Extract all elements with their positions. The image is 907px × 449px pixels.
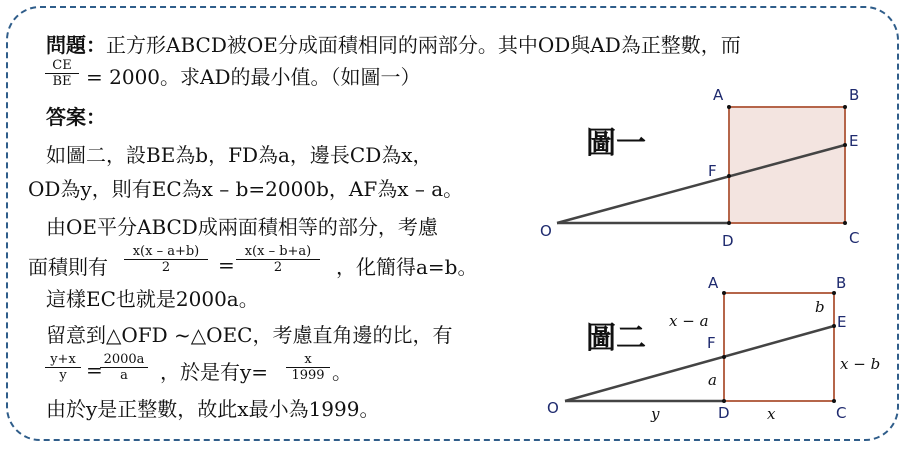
label-a-1: A (713, 86, 724, 104)
fraction-numerator: x(x – b+a) (236, 244, 320, 260)
answer-line-5: 這樣EC也就是2000a。 (46, 287, 259, 311)
fraction-denominator: 1999 (291, 368, 325, 383)
label-b-1: B (849, 86, 860, 104)
figure-1-title: 圖一 (586, 126, 646, 161)
var-b: b (815, 298, 825, 316)
point-f-1 (727, 174, 731, 178)
fraction-numerator: y+x (45, 352, 81, 368)
problem-text-1: 正方形ABCD被OE分成面積相同的兩部分。其中OD與AD為正整數，而 (106, 33, 741, 57)
fraction-numerator: CE (45, 58, 79, 74)
fraction-numerator: 2000a (100, 352, 148, 368)
fraction-denominator: a (120, 368, 128, 383)
point-b-1 (843, 105, 847, 109)
label-c-1: C (849, 229, 860, 247)
answer-heading: 答案： (46, 105, 106, 129)
segment-oe-2 (565, 326, 834, 401)
fraction-denominator: 2 (273, 260, 283, 275)
answer-line-4-prefix: 面積則有 (28, 255, 108, 279)
answer-line-4-suffix: ，化簡得a=b。 (336, 255, 478, 279)
label-o-2: O (547, 399, 559, 417)
point-a-1 (727, 105, 731, 109)
label-o-1: O (540, 222, 552, 240)
label-f-1: F (708, 162, 717, 180)
fraction-numerator: x(x – a+b) (124, 244, 208, 260)
label-f-2: F (707, 334, 716, 352)
point-d-1 (727, 221, 731, 225)
fraction-denominator: 2 (161, 260, 171, 275)
label-d-2: D (718, 404, 730, 422)
var-y: y (651, 405, 660, 423)
answer-line-7-end: 。 (332, 360, 352, 384)
point-d-2 (722, 399, 726, 403)
fraction-numerator: x (286, 352, 330, 368)
var-a: a (708, 371, 717, 389)
answer-line-8: 由於y是正整數，故此x最小為1999。 (46, 397, 380, 421)
var-x-minus-a: x − a (669, 312, 709, 330)
figure-2 (547, 274, 880, 423)
problem-text-2: = 2000。求AD的最小值。（如圖一） (86, 65, 421, 89)
answer-line-7-mid: ，於是有y= (160, 360, 269, 384)
answer-line-3: 由OE平分ABCD成兩面積相等的部分，考慮 (46, 215, 438, 239)
equals-sign-2: = (86, 358, 103, 382)
point-e-1 (843, 143, 847, 147)
point-a-2 (722, 291, 726, 295)
answer-line-2: OD為y，則有EC為x – b=2000b，AF為x – a。 (28, 177, 464, 201)
point-c-1 (843, 221, 847, 225)
point-f-2 (722, 355, 726, 359)
var-x-minus-b: x − b (840, 355, 881, 373)
label-a-2: A (708, 274, 719, 292)
answer-line-1: 如圖二，設BE為b，FD為a，邊長CD為x， (46, 143, 433, 167)
problem-heading: 問題： (46, 33, 106, 57)
square-abcd-1 (729, 107, 845, 223)
figure-1 (540, 86, 859, 250)
equals-sign: = (218, 253, 235, 277)
label-c-2: C (836, 404, 847, 422)
fraction-denominator: y (59, 368, 67, 383)
label-e-1: E (849, 132, 859, 150)
var-x: x (767, 405, 776, 423)
label-e-2: E (837, 313, 847, 331)
answer-line-6: 留意到△OFD ~△OEC，考慮直角邊的比，有 (46, 323, 453, 347)
point-c-2 (832, 399, 836, 403)
label-b-2: B (836, 274, 847, 292)
point-e-2 (832, 324, 836, 328)
label-d-1: D (722, 232, 734, 250)
figure-2-title: 圖二 (586, 321, 646, 356)
fraction-denominator: BE (52, 74, 72, 89)
